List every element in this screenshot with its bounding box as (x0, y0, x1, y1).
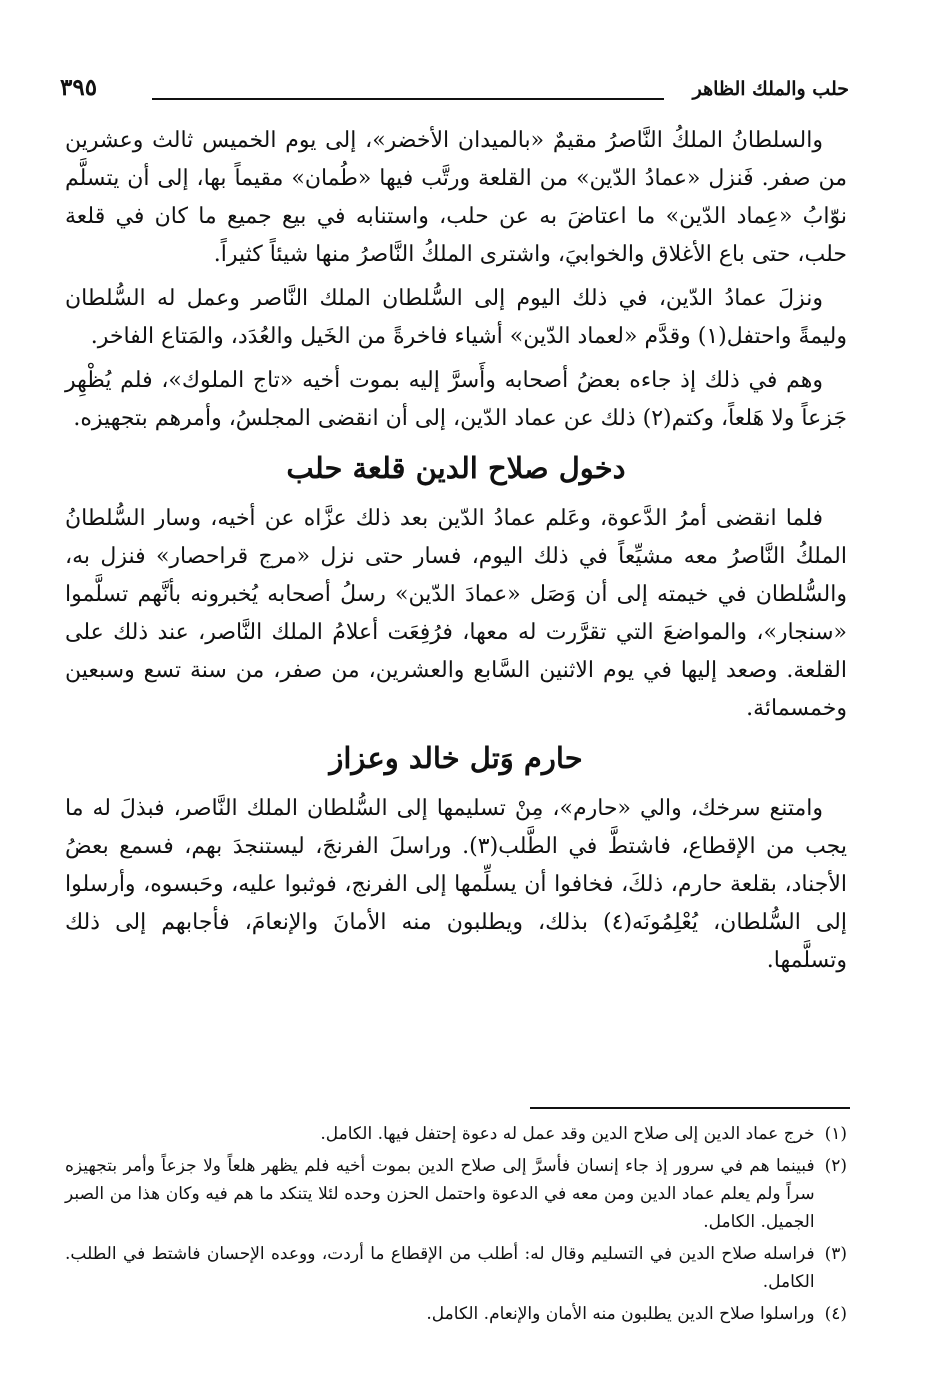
paragraph: ونزلَ عمادُ الدّين، في ذلك اليوم إلى السُّلطان الملك النَّاصر وعمل له السُّلطان وليمةً واحتفل(١) وقدَّم «لعماد الدّين» أشياء فاخرةً من الخَيل والعُدَد، والمَتاع الفاخر. (65, 286, 847, 349)
page-number: ٣٩٥ (60, 74, 98, 101)
header-rule (152, 98, 664, 100)
paragraph: والسلطانُ الملكُ النَّاصرُ مقيمٌ «بالميدان الأخضر»، إلى يوم الخميس ثالث وعشرين من صفر. فَنزل «عمادُ الدّين» من القلعة ورتَّب فيها «طُمان» مقيماً بها، إلى أن يتسلَّم نوّابُ «عِماد الدّين» ما اعتاضَ به عن حلب، واستنابه في بيع جميع ما كان في قلعة حلب، حتى باع الأغلاق والخوابيَ، واشترى الملكُ النَّاصرُ منها شيئاً كثيراً. (65, 128, 847, 267)
footnote-separator (530, 1107, 850, 1109)
paragraph: وهم في ذلك إذ جاءه بعضُ أصحابه وأَسرَّ إليه بموت أخيه «تاج الملوك»، فلم يُظْهِر جَزعاً ولا هَلعاً، وكتم(٢) ذلك عن عماد الدّين، إلى أن انقضى المجلسُ، وأمرهم بتجهيزه. (65, 368, 847, 431)
running-header (60, 74, 849, 106)
footnotes (65, 1120, 847, 1332)
section-heading: دخول صلاح الدين قلعة حلب (286, 451, 626, 485)
footnote-text: فراسله صلاح الدين في التسليم وقال له: أطلب من الإقطاع ما أردت، ووعده الإحسان فاشتط في الطلب. الكامل. (65, 1244, 815, 1292)
footnote-text: وراسلوا صلاح الدين يطلبون منه الأمان والإنعام. الكامل. (426, 1304, 815, 1324)
footnote-text: خرج عماد الدين إلى صلاح الدين وقد عمل له دعوة إحتفل فيها. الكامل. (320, 1124, 815, 1144)
footnote-text: فبينما هم في سرور إذ جاء إنسان فأسرَّ إلى صلاح الدين بموت أخيه فلم يظهر هلعاً ولا جزعاً وأمر بتجهيزه سراً ولم يعلم عماد الدين ومن معه في الدعوة واحتمل الحزن وحده لئلا يتنكد ما هم فيه وكان هذا من الصبر الجميل. الكامل. (65, 1156, 815, 1232)
footnote-item (65, 1152, 847, 1236)
footnote-item (65, 1120, 847, 1148)
footnote-number: (٢) (824, 1156, 847, 1176)
footnote-item (65, 1300, 847, 1328)
footnote-number: (٣) (824, 1244, 847, 1264)
paragraph: فلما انقضى أمرُ الدَّعوة، وعَلم عمادُ الدّين بعد ذلك عزَّاه عن أخيه، وسار السُّلطانُ الملكُ النَّاصرُ معه مشيِّعاً في ذلك اليوم، فسار حتى نزل «مرج قراحصار» فنزل به، والسُّلطان في خيمته إلى أن وَصَل «عمادَ الدّين» رسلُ أصحابه يُخبرونه بأنَّهم تسلَّموا «سنجار»، والمواضعَ التي تقرَّرت له معها، فرُفِعَت أعلامُ الملك النَّاصر، عند ذلك على القلعة. وصعد إليها في يوم الاثنين السَّابع والعشرين، من صفر، من سنة تسع وسبعين وخمسمائة. (65, 506, 847, 721)
main-text (65, 122, 847, 986)
section-heading: حارم وَتل خالد وعزاز (329, 741, 583, 775)
footnote-number: (١) (824, 1124, 847, 1144)
paragraph: وامتنع سرخك، والي «حارم»، مِنْ تسليمها إلى السُّلطان الملك النَّاصر، فبذلَ له ما يجب من الإقطاع، فاشتطَّ في الطَّلب(٣). وراسلَ الفرنجَ، ليستنجدَ بهم، فسمع بعضُ الأجناد، بقلعة حارم، ذلكَ، فخافوا أن يسلِّمها إلى الفرنج، فوثبوا عليه، وحَبسوه، وأرسلوا إلى السُّلطان، يُعْلِمُونَه(٤) بذلك، ويطلبون منه الأمانَ والإنعامَ، فأجابهم إلى ذلك وتسلَّمها. (65, 796, 848, 973)
footnote-number: (٤) (824, 1304, 847, 1324)
running-title: حلب والملك الظاهر (692, 78, 849, 100)
footnote-item (65, 1240, 847, 1296)
